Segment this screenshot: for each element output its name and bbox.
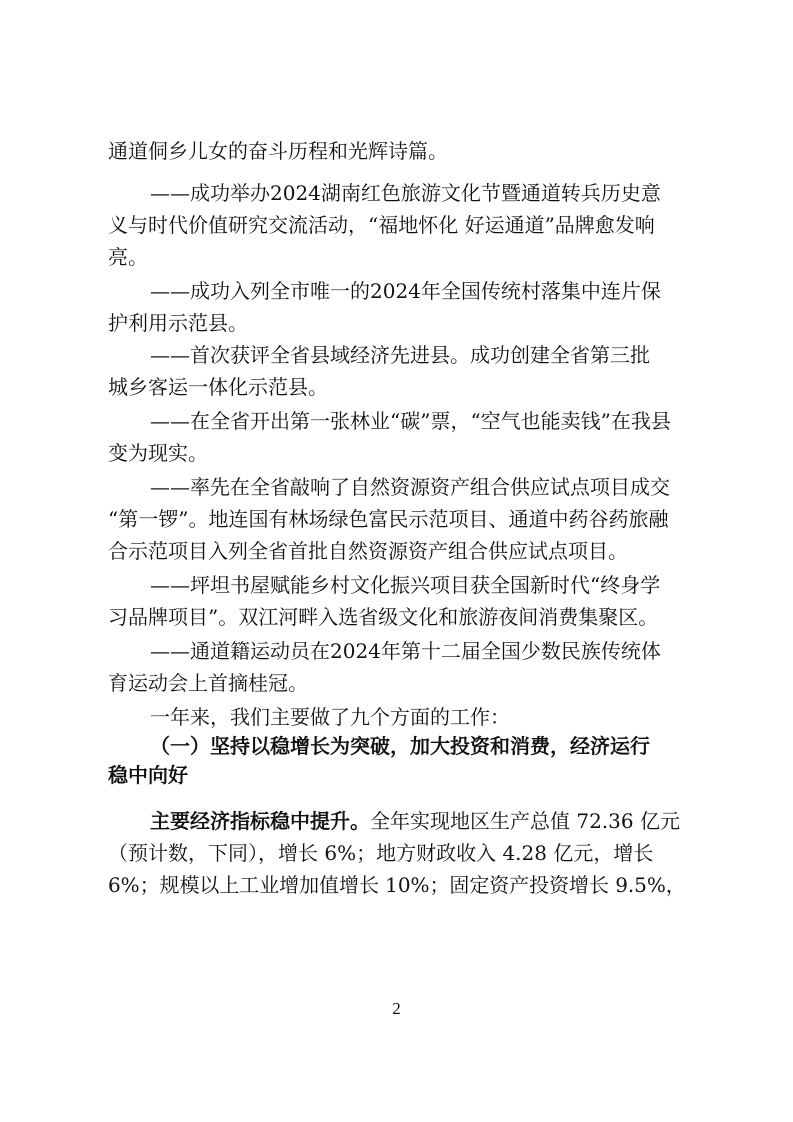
text-line: 一年来，我们主要做了九个方面的工作： <box>150 705 510 729</box>
text-line: 育运动会上首摘桂冠。 <box>108 671 308 695</box>
text-line: 亮。 <box>108 245 148 269</box>
section-heading-continued: 稳中向好 <box>108 763 188 787</box>
text-line: 通道侗乡儿女的奋斗历程和光辉诗篇。 <box>108 139 448 163</box>
text-line: ——坪坦书屋赋能乡村文化振兴项目获全国新时代“终身学 <box>150 573 661 597</box>
text-line: 护利用示范县。 <box>108 311 248 335</box>
text-line: 习品牌项目”。双江河畔入选省级文化和旅游夜间消费集聚区。 <box>108 605 659 629</box>
text-line: ——首次获评全省县域经济先进县。成功创建全省第三批 <box>150 343 650 367</box>
text-line: ——率先在全省敲响了自然资源资产组合供应试点项目成交 <box>150 475 670 499</box>
text-line: “第一锣”。地连国有林场绿色富民示范项目、通道中药谷药旅融 <box>108 507 669 531</box>
paragraph-line: （预计数，下同），增长 6%；地方财政收入 4.28 亿元，增长 <box>108 841 654 865</box>
text-line: 城乡客运一体化示范县。 <box>108 375 328 399</box>
text-line: 变为现实。 <box>108 441 208 465</box>
text-line: ——成功举办2024湖南红色旅游文化节暨通道转兵历史意 <box>150 181 661 205</box>
text-line: ——在全省开出第一张林业“碳”票，“空气也能卖钱”在我县 <box>150 409 671 433</box>
text-line: 义与时代价值研究交流活动，“福地怀化 好运通道”品牌愈发响 <box>108 213 655 237</box>
text-line: ——成功入列全市唯一的2024年全国传统村落集中连片保 <box>150 279 661 303</box>
section-heading: （一）坚持以稳增长为突破，加大投资和消费，经济运行 <box>150 734 650 758</box>
paragraph-bold-lead: 主要经济指标稳中提升。 <box>150 809 370 833</box>
page-number: 2 <box>392 999 401 1018</box>
text-line: ——通道籍运动员在2024年第十二届全国少数民族传统体 <box>150 639 661 663</box>
paragraph-text: 全年实现地区生产总值 72.36 亿元 <box>370 809 680 833</box>
paragraph-line <box>150 807 686 835</box>
text-line: 合示范项目入列全省首批自然资源资产组合供应试点项目。 <box>108 539 628 563</box>
paragraph-line: 6%；规模以上工业增加值增长 10%；固定资产投资增长 9.5%， <box>108 873 686 897</box>
